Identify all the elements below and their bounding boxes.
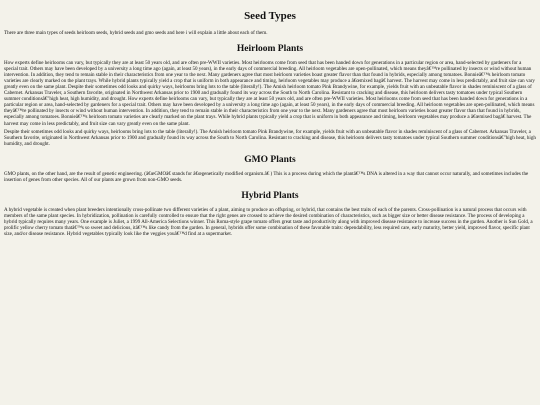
heirloom-paragraph-2: Despite their sometimes odd looks and quirky ways, heirlooms bring lots to the table (literally!). The Amish heirloom tomato Pink Brandywine, for example, yields fruit with an unbeatable flavor in shades reminiscent of a glass of Cabernet. Arkansas Traveler, a Southern favorite, originated in Northwest Arkansas prior to 1900 and gradually found its way across the South to North Carolina. Resistant to cracking and disease, this heirloom delivers tasty tomatoes under typical Southern summer conditionsâ€"high heat, high humidity, and drought. <box>4 128 536 147</box>
intro-paragraph: There are three main types of seeds heirloom seeds, hybrid seeds and gmo seeds and here i will explain a little about each of them. <box>4 30 268 36</box>
hybrid-heading: Hybrid Plants <box>241 190 299 201</box>
gmo-heading: GMO Plants <box>244 154 296 165</box>
page-title: Seed Types <box>244 10 296 22</box>
heirloom-heading: Heirloom Plants <box>236 44 304 55</box>
gmo-paragraph: GMO plants, on the other hand, are the result of genetic engineering. (â€œGMOâ€ stands for â€œgenetically modified organism.â€ ) This is a process during which the plantâ€™s DNA is altered in a way that cannot occur naturally, and sometimes includes the insertion of genes from other species. All of our plants are grown from non-GMO seeds. <box>4 170 529 183</box>
hybrid-paragraph: A hybrid vegetable is created when plant breeders intentionally cross-pollinate two different varieties of a plant, aiming to produce an offspring, or hybrid, that contains the best traits of each of the parents. Cross-pollination is a natural process that occurs with members of the same plant species. In hybridization, pollination is carefully controlled to ensure that the right genes are crossed to achieve the desired combination of characteristics, such as bigger size or better disease resistance. The process of developing a hybrid typically requires many years. One example is Juliet, a 1999 All-America Selections winner. This Roma-style grape tomato offers great taste and productivity along with improved disease resistance to increase success in the garden. Another is Sun Gold, a prolific yellow cherry tomato thatâ€™s so sweet and delicious, itâ€™s like candy from the garden. In general, hybrids offer some combination of these favorable traits: dependability, less required care, early maturity, better yield, improved flavor, specific plant size, and/or disease resistance. Hybrid vegetables typically look like the veggies youâ€™d find at a supermarket. <box>4 206 533 237</box>
heirloom-paragraph-1: How experts define heirlooms can vary, but typically they are at least 50 years old, and are often pre-WWII varieties. Most heirlooms come from seed that has been handed down for generations in a particular region or area, hand-selected by gardeners for a special trait. Others may have been developed by a university a long time ago (again, at least 50 years), in the early days of commercial breeding. All heirloom vegetables are open-pollinated, which means theyâ€™re pollinated by insects or wind without human intervention. In addition, they tend to remain stable in their characteristics from one year to the next. Many gardeners agree that most heirloom varieties boast greater flavor than that found in hybrids, especially among tomatoes. Bonnieâ€™s heirloom tomato varieties are clearly marked on the plant trays. While hybrid plants typically yield a crop that is uniform in both appearance and timing, heirloom vegetables may produce a â€œmixed bagâ€ harvest. The harvest may come in less predictably, and fruit size can vary greatly even on the same plant. Despite their sometimes odd looks and quirky ways, heirlooms bring lots to the table (literally!). The Amish heirloom tomato Pink Brandywine, for example, yields fruit with an unbeatable flavor in shades reminiscent of a glass of Cabernet. Arkansas Traveler, a Southern favorite, originated in Northwest Arkansas prior to 1900 and gradually found its way across the South to North Carolina. Resistant to cracking and disease, this heirloom delivers tasty tomatoes under typical Southern summer conditionsâ€"high heat, high humidity, and drought. How experts define heirlooms can vary, but typically they are at least 50 years old, and are often pre-WWII varieties. Most heirlooms come from seed that has been handed down for generations in a particular region or area, hand-selected by gardeners for a special trait. Others may have been developed by a university a long time ago (again, at least 50 years), in the early days of commercial breeding. All heirloom vegetables are open-pollinated, which means theyâ€™re pollinated by insects or wind without human intervention. In addition, they tend to remain stable in their characteristics from one year to the next. Many gardeners agree that most heirloom varieties boast greater flavor than that found in hybrids, especially among tomatoes. Bonnieâ€™s heirloom tomato varieties are clearly marked on the plant trays. While hybrid plants typically yield a crop that is uniform in both appearance and timing, heirloom vegetables may produce a â€œmixed bagâ€ harvest. The harvest may come in less predictably, and fruit size can vary greatly even on the same plant. <box>4 60 535 127</box>
